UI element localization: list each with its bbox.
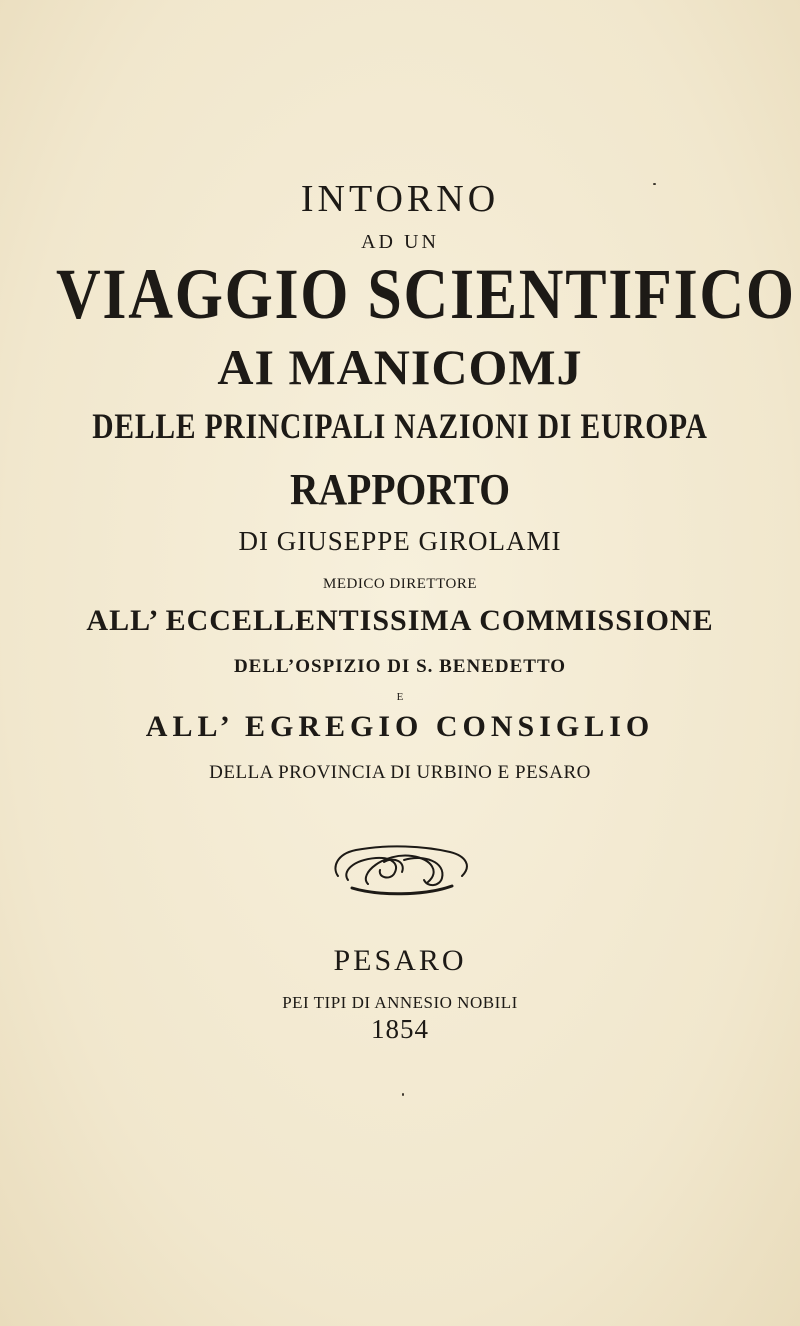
imprint-city: PESARO [333, 944, 467, 977]
title-nazioni: DELLE PRINCIPALI NAZIONI DI EUROPA [92, 406, 708, 446]
dedication-commissione: ALL’ ECCELLENTISSIMA COMMISSIONE [86, 604, 714, 637]
author-name: DI GIUSEPPE GIROLAMI [238, 526, 562, 556]
author-role: MEDICO DIRETTORE [323, 576, 477, 592]
title-rapporto: RAPPORTO [289, 465, 511, 514]
dedication-provincia: DELLA PROVINCIA DI URBINO E PESARO [209, 762, 591, 783]
paper-speck [653, 183, 656, 185]
dedication-conjunction: E [396, 691, 404, 703]
title-viaggio-scientifico: VIAGGIO SCIENTIFICO [56, 254, 796, 334]
dedication-ospizio: DELL’OSPIZIO DI S. BENEDETTO [233, 656, 567, 677]
paper-speck [402, 1093, 404, 1096]
title-ai-manicomj: AI MANICOMJ [217, 339, 583, 395]
printer-ornament-icon [328, 838, 474, 898]
title-intorno: INTORNO [300, 178, 500, 220]
imprint-printer: PEI TIPI DI ANNESIO NOBILI [282, 993, 518, 1012]
imprint-year: 1854 [371, 1014, 429, 1044]
title-ad-un: AD UN [361, 231, 439, 253]
dedication-consiglio: ALL’ EGREGIO CONSIGLIO [145, 710, 655, 743]
